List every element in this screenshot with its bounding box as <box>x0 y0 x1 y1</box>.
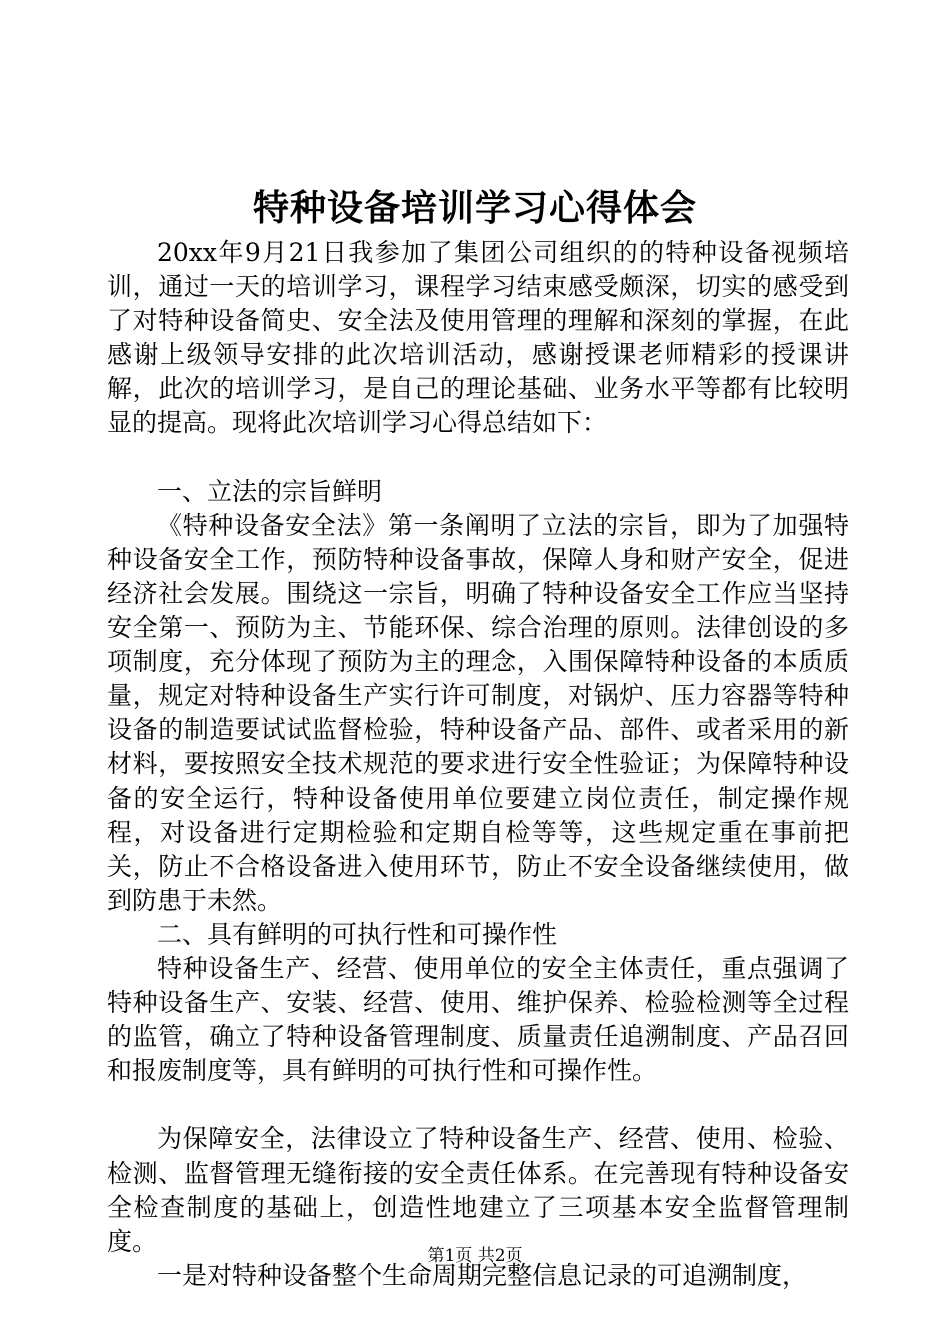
document-body <box>107 236 849 1293</box>
section-heading-1: 一、立法的宗旨鲜明 <box>157 476 383 506</box>
paragraph-traceability: 一是对特种设备整个生命周期完整信息记录的可追溯制度， <box>157 1260 808 1290</box>
document-title: 特种设备培训学习心得体会 <box>252 187 697 229</box>
paragraph-spacer <box>107 441 849 475</box>
paragraph-intro: 20xx年9月21日我参加了集团公司组织的的特种设备视频培训，通过一天的培训学习，课程学习结束感受颇深，切实的感受到了对特种设备简史、安全法及使用管理的理解和深刻的掌握，在此感谢上级领导安排的此次培训活动，感谢授课老师精彩的授课讲解，此次的培训学习，是自己的理论基础、业务水平等都有比较明显的提高。现将此次培训学习心得总结如下： <box>107 238 849 438</box>
paragraph-section-1: 《特种设备安全法》第一条阐明了立法的宗旨，即为了加强特种设备安全工作，预防特种设备事故，保障人身和财产安全，促进经济社会发展。围绕这一宗旨，明确了特种设备安全工作应当坚持安全第一、预防为主、节能环保、综合治理的原则。法律创设的多项制度，充分体现了预防为主的理念，入围保障特种设备的本质质量，规定对特种设备生产实行许可制度，对锅炉、压力容器等特种设备的制造要试试监督检验，特种设备产品、部件、或者采用的新材料，要按照安全技术规范的要求进行安全性验证；为保障特种设备的安全运行，特种设备使用单位要建立岗位责任，制定操作规程，对设备进行定期检验和定期自检等等，这些规定重在事前把关，防止不合格设备进入使用环节，防止不安全设备继续使用，做到防患于未然。 <box>107 510 849 915</box>
section-heading-2: 二、具有鲜明的可执行性和可操作性 <box>157 919 558 949</box>
paragraph-spacer <box>107 1088 849 1122</box>
page-footer: 第1页 共2页 <box>427 1246 523 1266</box>
paragraph-safety-system: 为保障安全，法律设立了特种设备生产、经营、使用、检验、检测、监督管理无缝衔接的安全责任体系。在完善现有特种设备安全检查制度的基础上，创造性地建立了三项基本安全监督管理制度。 <box>107 1124 849 1256</box>
paragraph-section-2: 特种设备生产、经营、使用单位的安全主体责任，重点强调了特种设备生产、安装、经营、使用、维护保养、检验检测等全过程的监管，确立了特种设备管理制度、质量责任追溯制度、产品召回和报废制度等，具有鲜明的可执行性和可操作性。 <box>107 953 849 1086</box>
